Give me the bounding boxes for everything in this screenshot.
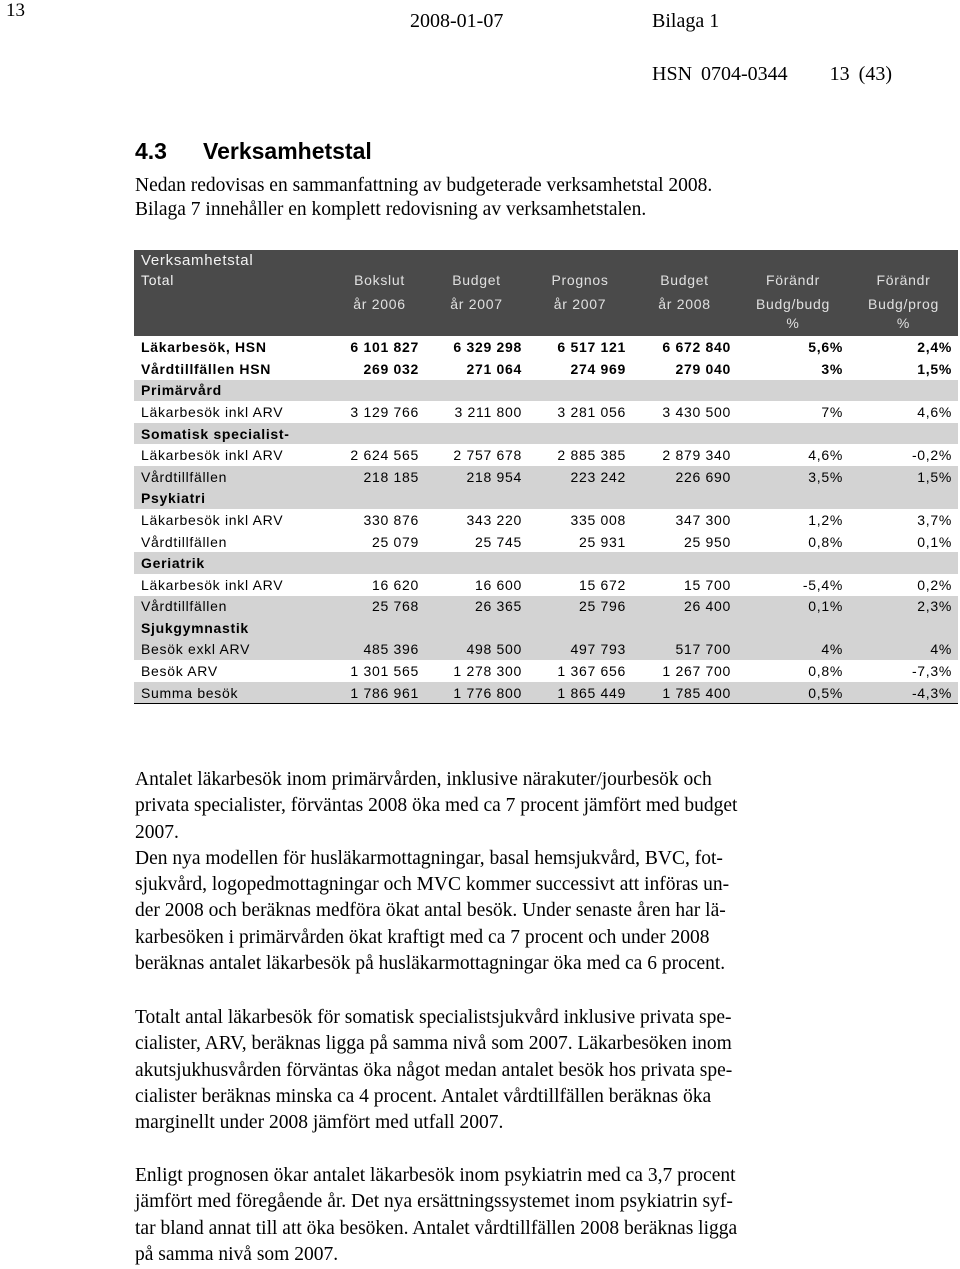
cell-value: 1 785 400	[632, 682, 737, 704]
page-number: 13	[6, 0, 25, 21]
cell-value: 271 064	[425, 358, 528, 380]
intro-line: Nedan redovisas en sammanfattning av budgeterade verksamhetstal 2008.	[135, 175, 713, 196]
paragraph-line: Antalet läkarbesök inom primärvården, inklusive närakuter/jourbesök och	[135, 769, 712, 790]
paragraph-line: cialister, ARV, beräknas ligga på samma nivå som 2007. Läkarbesöken inom	[135, 1033, 732, 1055]
row-label: Summa besök	[134, 682, 334, 704]
column-header: Prognos	[528, 272, 632, 294]
paragraph	[135, 767, 835, 977]
cell-value: 25 079	[334, 531, 425, 553]
intro-line: Bilaga 7 innehåller en komplett redovisning av verksamhetstalen.	[135, 199, 647, 220]
table-row	[134, 596, 958, 618]
cell-value: 2,3%	[849, 596, 958, 618]
cell-value: 218 185	[334, 466, 425, 488]
header-reference	[652, 63, 892, 86]
cell-value: 1 367 656	[528, 660, 632, 682]
cell-value: 0,8%	[737, 531, 849, 553]
row-label: Vårdtillfällen HSN	[134, 358, 334, 380]
cell-value: 4,6%	[737, 444, 849, 466]
row-label: Läkarbesök inkl ARV	[134, 574, 334, 596]
cell-value: 6 517 121	[528, 336, 632, 358]
section-row	[134, 552, 958, 574]
paragraph-line: på samma nivå som 2007.	[135, 1243, 339, 1265]
cell-value: 25 950	[632, 531, 737, 553]
row-label: Somatisk specialist-	[134, 423, 958, 445]
cell-value: 25 931	[528, 531, 632, 553]
section-row	[134, 617, 958, 639]
row-label: Sjukgymnastik	[134, 617, 958, 639]
cell-value: 343 220	[425, 509, 528, 531]
cell-value: 3,7%	[849, 509, 958, 531]
cell-value: 6 101 827	[334, 336, 425, 358]
cell-value: 498 500	[425, 639, 528, 661]
cell-value: 3 430 500	[632, 401, 737, 423]
cell-value: 1 267 700	[632, 660, 737, 682]
table-row	[134, 509, 958, 531]
table-row	[134, 358, 958, 380]
section-heading	[135, 138, 372, 165]
paragraph-line: Enligt prognosen ökar antalet läkarbesök inom psykiatrin med ca 3,7 procent	[135, 1165, 736, 1186]
row-label: Vårdtillfällen	[134, 466, 334, 488]
paragraph-line: Den nya modellen för husläkarmottagningar, basal hemsjukvård, BVC, fot-	[135, 847, 723, 869]
column-header: Budg/prog	[849, 293, 958, 315]
section-row	[134, 380, 958, 402]
paragraph-line: cialister beräknas minska ca 4 procent. Antalet vårdtillfällen beräknas öka	[135, 1085, 712, 1107]
column-header	[134, 315, 334, 337]
cell-value: 0,1%	[737, 596, 849, 618]
section-title: Verksamhetstal	[203, 138, 372, 164]
cell-value: 3 211 800	[425, 401, 528, 423]
cell-value: 25 796	[528, 596, 632, 618]
verksamhetstal-table	[134, 250, 958, 704]
table-row	[134, 531, 958, 553]
cell-value: 335 008	[528, 509, 632, 531]
table-header-row	[134, 293, 958, 315]
paragraph-line: tar bland annat till att öka besöken. Antalet vårdtillfällen 2008 beräknas ligga	[135, 1217, 738, 1239]
cell-value: 4,6%	[849, 401, 958, 423]
column-header	[632, 315, 737, 337]
cell-value: 1 776 800	[425, 682, 528, 704]
column-header: Budget	[632, 272, 737, 294]
column-header	[334, 315, 425, 337]
row-label: Vårdtillfällen	[134, 596, 334, 618]
row-label: Vårdtillfällen	[134, 531, 334, 553]
table-row	[134, 682, 958, 704]
cell-value: 2 879 340	[632, 444, 737, 466]
paragraph-line: 2007.	[135, 821, 179, 843]
paragraph-line: marginellt under 2008 jämfört med utfall 2007.	[135, 1112, 504, 1134]
row-label: Geriatrik	[134, 552, 958, 574]
column-header: år 2008	[632, 293, 737, 315]
cell-value: 274 969	[528, 358, 632, 380]
header-date: 2008-01-07	[410, 10, 504, 32]
cell-value: 0,1%	[849, 531, 958, 553]
cell-value: 347 300	[632, 509, 737, 531]
header-bilaga: Bilaga 1	[652, 10, 720, 32]
paragraph-line: privata specialister, förväntas 2008 öka med ca 7 procent jämfört med budget	[135, 795, 738, 817]
column-header: %	[737, 315, 849, 337]
section-intro	[135, 174, 712, 222]
cell-value: 25 768	[334, 596, 425, 618]
cell-value: 2 624 565	[334, 444, 425, 466]
column-header: %	[849, 315, 958, 337]
cell-value: 279 040	[632, 358, 737, 380]
column-header: Förändr	[737, 272, 849, 294]
cell-value: -5,4%	[737, 574, 849, 596]
row-label: Läkarbesök, HSN	[134, 336, 334, 358]
cell-value: 517 700	[632, 639, 737, 661]
cell-value: 4%	[737, 639, 849, 661]
cell-value: 269 032	[334, 358, 425, 380]
cell-value: 1,2%	[737, 509, 849, 531]
cell-value: 226 690	[632, 466, 737, 488]
table-row	[134, 660, 958, 682]
paragraph-line: beräknas antalet läkarbesök på husläkarmottagningar öka med ca 6 procent.	[135, 953, 726, 975]
table-row	[134, 466, 958, 488]
paragraph-line: akutsjukhusvården förväntas öka något medan antalet besök hos privata spe-	[135, 1059, 733, 1081]
row-label: Psykiatri	[134, 488, 958, 510]
cell-value: 0,2%	[849, 574, 958, 596]
column-header: år 2007	[528, 293, 632, 315]
table-header-row	[134, 315, 958, 337]
cell-value: 3%	[737, 358, 849, 380]
cell-value: 485 396	[334, 639, 425, 661]
column-header: Budget	[425, 272, 528, 294]
table-row	[134, 574, 958, 596]
column-header: Förändr	[849, 272, 958, 294]
row-label: Primärvård	[134, 380, 958, 402]
table-row	[134, 639, 958, 661]
cell-value: 4%	[849, 639, 958, 661]
cell-value: 5,6%	[737, 336, 849, 358]
cell-value: 0,5%	[737, 682, 849, 704]
cell-value: 6 672 840	[632, 336, 737, 358]
section-row	[134, 423, 958, 445]
cell-value: 2 757 678	[425, 444, 528, 466]
column-header: Total	[134, 272, 334, 294]
cell-value: 218 954	[425, 466, 528, 488]
column-header	[134, 293, 334, 315]
column-header: Budg/budg	[737, 293, 849, 315]
paragraph-line: der 2008 och beräknas medföra ökat antal besök. Under senaste åren har lä-	[135, 900, 726, 922]
table-row	[134, 336, 958, 358]
column-header: år 2007	[425, 293, 528, 315]
document-reference: HSN 0704-0344	[652, 63, 788, 85]
column-header	[425, 315, 528, 337]
cell-value: 223 242	[528, 466, 632, 488]
cell-value: 6 329 298	[425, 336, 528, 358]
cell-value: 26 365	[425, 596, 528, 618]
column-header: år 2006	[334, 293, 425, 315]
table-row	[134, 444, 958, 466]
paragraph-line: Totalt antal läkarbesök för somatisk specialistsjukvård inklusive privata spe-	[135, 1007, 732, 1028]
row-label: Läkarbesök inkl ARV	[134, 401, 334, 423]
cell-value: 1 301 565	[334, 660, 425, 682]
cell-value: 3 281 056	[528, 401, 632, 423]
cell-value: 1 278 300	[425, 660, 528, 682]
paragraph	[135, 1005, 835, 1136]
table-title-row	[134, 250, 958, 272]
row-label: Besök exkl ARV	[134, 639, 334, 661]
paragraph-line: jämfört med föregående år. Det nya ersättningssystemet inom psykiatrin syf-	[135, 1191, 733, 1213]
cell-value: 497 793	[528, 639, 632, 661]
section-number: 4.3	[135, 138, 167, 164]
column-header: Bokslut	[334, 272, 425, 294]
page-of: 13 (43)	[829, 63, 892, 85]
cell-value: 3 129 766	[334, 401, 425, 423]
section-row	[134, 488, 958, 510]
cell-value: 0,8%	[737, 660, 849, 682]
cell-value: 16 600	[425, 574, 528, 596]
cell-value: -0,2%	[849, 444, 958, 466]
column-header	[528, 315, 632, 337]
cell-value: 16 620	[334, 574, 425, 596]
paragraph	[135, 1163, 835, 1268]
row-label: Läkarbesök inkl ARV	[134, 444, 334, 466]
table-row	[134, 401, 958, 423]
cell-value: -7,3%	[849, 660, 958, 682]
cell-value: 1 786 961	[334, 682, 425, 704]
cell-value: 1,5%	[849, 358, 958, 380]
row-label: Läkarbesök inkl ARV	[134, 509, 334, 531]
cell-value: 3,5%	[737, 466, 849, 488]
cell-value: 15 700	[632, 574, 737, 596]
cell-value: 15 672	[528, 574, 632, 596]
cell-value: 1 865 449	[528, 682, 632, 704]
paragraph-line: karbesöken i primärvården ökat kraftigt med ca 7 procent och under 2008	[135, 926, 710, 948]
row-label: Besök ARV	[134, 660, 334, 682]
cell-value: 1,5%	[849, 466, 958, 488]
table-header-row	[134, 272, 958, 294]
cell-value: 330 876	[334, 509, 425, 531]
cell-value: 25 745	[425, 531, 528, 553]
table-title: Verksamhetstal	[134, 250, 958, 272]
paragraph-line: sjukvård, logopedmottagningar och MVC kommer successivt att införas un-	[135, 874, 730, 896]
cell-value: 26 400	[632, 596, 737, 618]
cell-value: -4,3%	[849, 682, 958, 704]
cell-value: 2,4%	[849, 336, 958, 358]
cell-value: 7%	[737, 401, 849, 423]
cell-value: 2 885 385	[528, 444, 632, 466]
